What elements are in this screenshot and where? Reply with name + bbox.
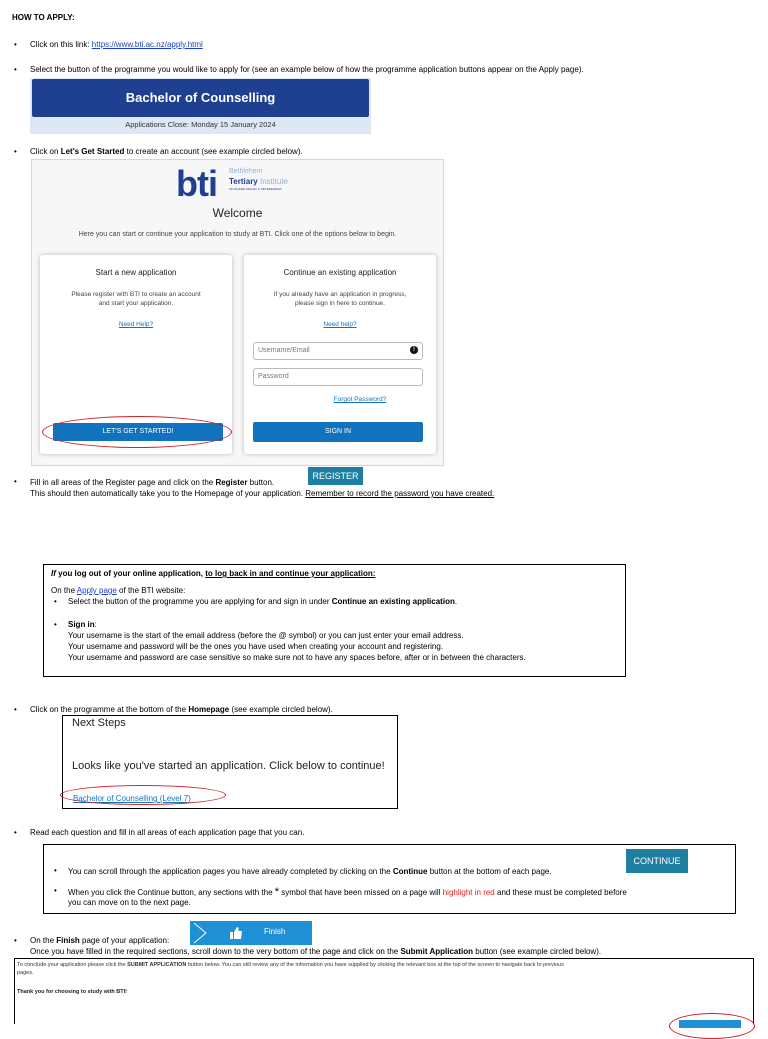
logout-bullet-2-title bbox=[68, 620, 97, 630]
logo-line-1: Bethlehem bbox=[229, 168, 263, 175]
logout-info-box bbox=[43, 564, 626, 677]
step-7-line-2-bold: Submit Application bbox=[400, 947, 474, 956]
new-need-help-link[interactable]: Need Help? bbox=[118, 321, 154, 328]
next-steps-text: Looks like you've started an application. Click below to continue! bbox=[72, 760, 385, 772]
continue-application-title: Continue an existing application bbox=[283, 268, 397, 277]
highlight-circle bbox=[669, 1013, 755, 1039]
step-4-line-2-text: This should then automatically take you to the Homepage of your application. bbox=[30, 489, 306, 498]
logout-title-if: If bbox=[51, 569, 56, 578]
apply-link[interactable]: https://www.bti.ac.nz/apply.html bbox=[91, 40, 203, 49]
bullet: • bbox=[54, 597, 57, 606]
continue-bullet-2-prefix: When you click the Continue button, any sections with the bbox=[68, 888, 275, 897]
lets-get-started-button[interactable]: LET'S GET STARTED! bbox=[53, 423, 223, 441]
chevron-right-icon bbox=[190, 921, 212, 945]
step-3-prefix: Click on bbox=[30, 147, 61, 156]
logout-line-1-suffix: of the BTI website: bbox=[116, 586, 186, 595]
thank-you-text: Thank you for choosing to study with BTI! bbox=[17, 989, 127, 995]
bullet: • bbox=[14, 477, 17, 486]
bullet: • bbox=[14, 40, 17, 49]
continue-bullet-2-line-2: you can move on to the next page. bbox=[68, 898, 191, 907]
continue-application-text-2: please sign in here to continue. bbox=[295, 300, 385, 307]
welcome-title: Welcome bbox=[212, 206, 263, 220]
step-7-bold: Finish bbox=[56, 936, 80, 945]
programme-link[interactable]: Bachelor of Counselling (Level 7) bbox=[73, 794, 191, 803]
highlight-circle bbox=[42, 416, 232, 448]
step-4-prefix: Fill in all areas of the Register page and click on the bbox=[30, 478, 216, 487]
submit-screenshot bbox=[14, 958, 754, 1024]
forgot-password-link[interactable]: Forgot Password? bbox=[333, 396, 387, 403]
step-3-suffix: to create an account (see example circled below). bbox=[124, 147, 303, 156]
continue-application-card bbox=[244, 255, 436, 454]
programme-button-example bbox=[30, 78, 371, 134]
step-5-text bbox=[30, 705, 333, 715]
continue-bullet-2-suffix: and these must be completed before bbox=[494, 888, 627, 897]
asterisk-symbol: * bbox=[274, 886, 280, 898]
step-4-bold: Register bbox=[215, 478, 248, 487]
logo-institute: Institute bbox=[257, 177, 289, 186]
username-input[interactable]: Username/Email bbox=[253, 342, 423, 360]
step-5-bold: Homepage bbox=[188, 705, 230, 714]
logo-tertiary: Tertiary bbox=[229, 177, 258, 186]
welcome-intro: Here you can start or continue your application to study at BTI. Click one of the options below to begin. bbox=[78, 231, 397, 238]
logout-line-1 bbox=[51, 586, 185, 596]
applications-close-text: Applications Close: Monday 15 January 2024 bbox=[125, 120, 276, 129]
submit-line-2: pages. bbox=[17, 970, 34, 976]
step-4-line-2 bbox=[30, 489, 494, 499]
submit-line-1-bold: SUBMIT APPLICATION bbox=[127, 962, 187, 968]
step-1-prefix: Click on this link: bbox=[30, 40, 92, 49]
bti-logo-mark: bti bbox=[176, 163, 217, 204]
logout-bullet-2-line-3: Your username and password are case sensitive so make sure not to have any spaces before, after or in between the characters. bbox=[68, 653, 526, 662]
continue-application-text-1: If you already have an application in progress, bbox=[273, 291, 407, 298]
step-5-suffix: (see example circled below). bbox=[229, 705, 333, 714]
continue-bullet-1-prefix: You can scroll through the application pages you have already completed by clicking on the bbox=[68, 867, 393, 876]
step-2-text: Select the button of the programme you would like to apply for (see an example below of how the programme application buttons appear on the Apply page). bbox=[30, 65, 584, 74]
step-1-text bbox=[30, 40, 203, 50]
continue-bullet-1-bold: Continue bbox=[392, 867, 428, 876]
bullet: • bbox=[14, 936, 17, 945]
logout-title-underline: to log back in and continue your application: bbox=[205, 569, 376, 578]
apply-page-link[interactable]: Apply page bbox=[76, 586, 117, 595]
continue-bullet-1-suffix: button at the bottom of each page. bbox=[427, 867, 552, 876]
logout-bullet-1-prefix: Select the button of the programme you are applying for and sign in under bbox=[68, 597, 332, 606]
step-4-suffix: button. bbox=[247, 478, 275, 487]
continue-bullet-1 bbox=[68, 867, 552, 877]
sign-in-button[interactable]: SIGN IN bbox=[253, 422, 423, 442]
logout-title-bold: you log out of your online application, bbox=[55, 569, 206, 578]
sign-in-colon: : bbox=[94, 620, 97, 629]
continue-button[interactable]: CONTINUE bbox=[626, 849, 688, 873]
highlight-circle bbox=[60, 785, 226, 805]
step-7-text bbox=[30, 936, 169, 946]
step-4-text bbox=[30, 478, 274, 488]
sign-in-label: Sign in bbox=[68, 620, 95, 629]
step-4-line-2-underline: Remember to record the password you have created. bbox=[305, 489, 495, 498]
logout-bullet-1-suffix: . bbox=[454, 597, 458, 606]
bullet: • bbox=[14, 828, 17, 837]
step-7-suffix: page of your application: bbox=[79, 936, 170, 945]
step-7-line-2-prefix: Once you have filled in the required sections, scroll down to the very bottom of the page and click on the bbox=[30, 947, 401, 956]
thumbs-up-icon bbox=[230, 927, 242, 939]
new-application-text-2: and start your application. bbox=[98, 300, 174, 307]
submit-line-1 bbox=[17, 962, 564, 969]
step-6-text: Read each question and fill in all areas of each application page that you can. bbox=[30, 828, 305, 837]
step-7-prefix: On the bbox=[30, 936, 57, 945]
bullet: • bbox=[54, 866, 57, 875]
bullet: • bbox=[54, 886, 57, 895]
programme-button[interactable]: Bachelor of Counselling bbox=[32, 79, 369, 117]
step-7-line-2-suffix: button (see example circled below). bbox=[473, 947, 602, 956]
submit-line-1-suffix: button below. You can still review any of the information you have supplied by clicking the relevant box at the top of the screen to navigate back to previous bbox=[186, 962, 564, 968]
new-application-title: Start a new application bbox=[95, 268, 177, 277]
submit-line-1-prefix: To conclude your application please click the bbox=[17, 962, 128, 968]
info-icon: ! bbox=[410, 346, 418, 354]
register-button[interactable]: REGISTER bbox=[308, 467, 363, 485]
page-heading: HOW TO APPLY: bbox=[12, 13, 75, 22]
bullet: • bbox=[14, 705, 17, 714]
logout-bullet-1-bold: Continue an existing application bbox=[331, 597, 455, 606]
logout-bullet-2-line-2: Your username and password will be the ones you have used when creating your account and registering. bbox=[68, 642, 444, 651]
continue-need-help-link[interactable]: Need help? bbox=[323, 321, 357, 328]
step-3-text bbox=[30, 147, 303, 157]
step-3-bold: Let's Get Started bbox=[60, 147, 125, 156]
continue-bullet-2-mid: symbol that have been missed on a page will bbox=[279, 888, 443, 897]
finish-label: Finish bbox=[264, 927, 286, 936]
highlight-red-text: highlight in red bbox=[442, 888, 495, 897]
logout-box-title bbox=[51, 569, 375, 579]
next-steps-title: Next Steps bbox=[72, 717, 126, 729]
bullet: • bbox=[14, 65, 17, 74]
new-application-text-1: Please register with BTI to create an account bbox=[71, 291, 201, 298]
logout-line-1-prefix: On the bbox=[51, 586, 77, 595]
step-7-line-2 bbox=[30, 947, 601, 957]
bullet: • bbox=[54, 620, 57, 629]
logo-line-2 bbox=[229, 177, 288, 186]
logout-bullet-1 bbox=[68, 597, 457, 607]
continue-bullet-2 bbox=[68, 887, 627, 898]
password-input[interactable]: Password bbox=[253, 368, 423, 386]
bullet: • bbox=[14, 147, 17, 156]
finish-button[interactable] bbox=[190, 921, 312, 945]
logout-bullet-2-line-1: Your username is the start of the email address (before the @ symbol) or you can just enter your email address. bbox=[68, 631, 464, 640]
logo-tagline: TE WHARE TAKIAKI O PETEREHEMA bbox=[229, 187, 282, 191]
step-5-prefix: Click on the programme at the bottom of the bbox=[30, 705, 189, 714]
